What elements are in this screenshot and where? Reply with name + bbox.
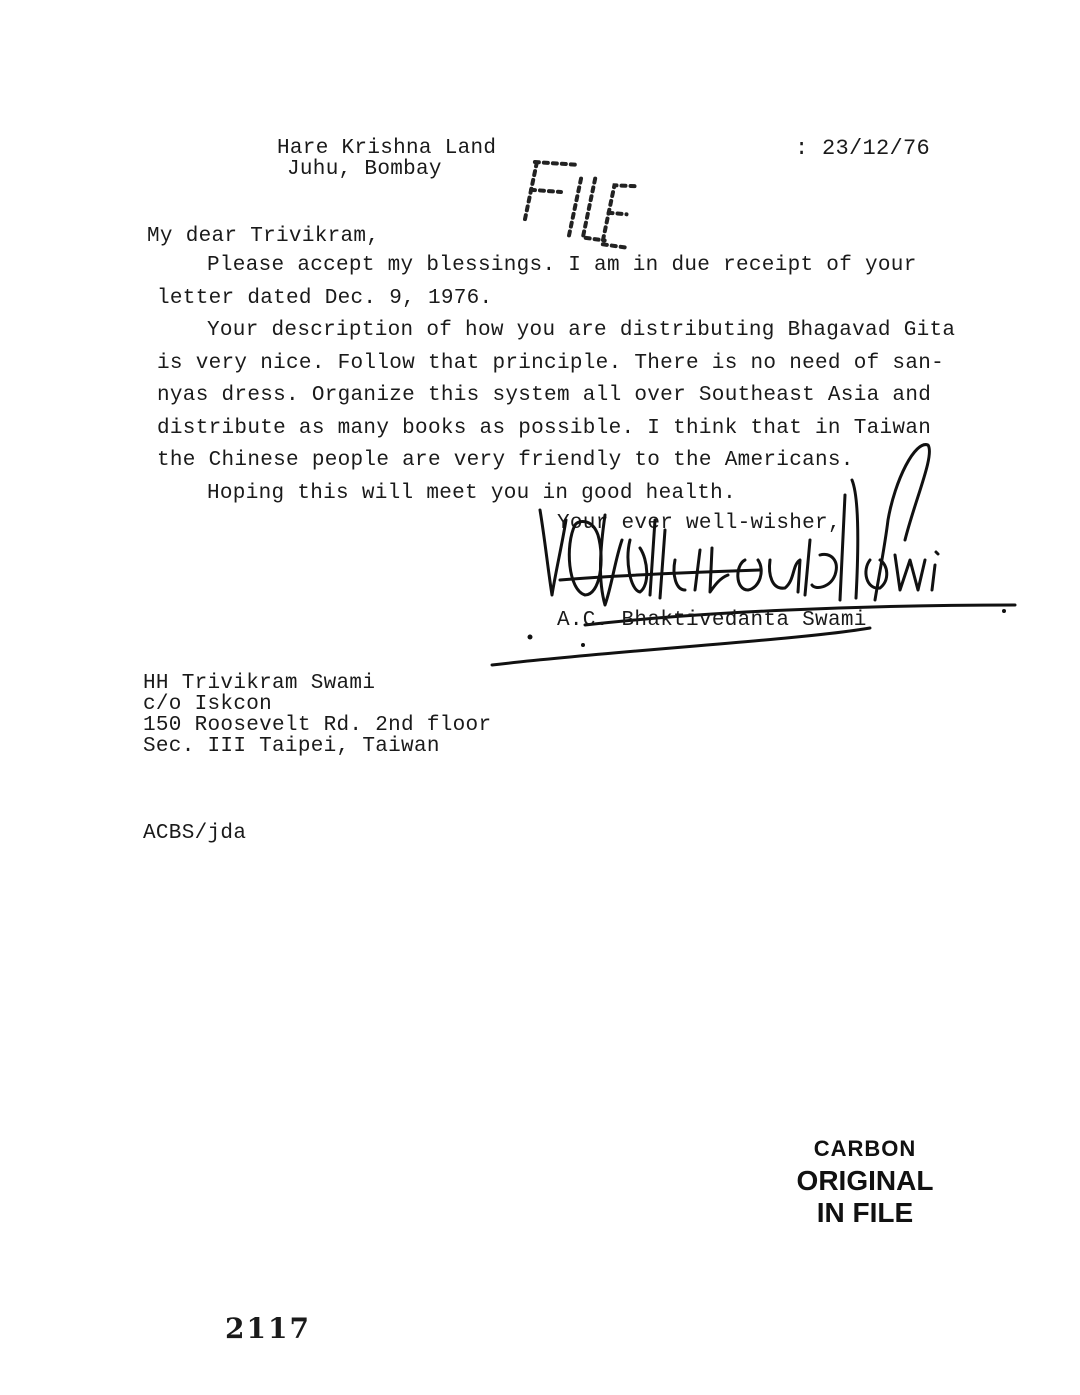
- salutation: My dear Trivikram,: [147, 225, 380, 248]
- closing: Your ever well-wisher,: [557, 512, 841, 535]
- body-line: Your description of how you are distributing Bhagavad Gita: [207, 319, 956, 342]
- body-line: Please accept my blessings. I am in due receipt of your: [207, 254, 917, 277]
- body-line: nyas dress. Organize this system all over Southeast Asia and: [157, 384, 932, 407]
- carbon-stamp-line: IN FILE: [816, 1197, 914, 1228]
- recipient-address-line: HH Trivikram Swami: [143, 672, 376, 695]
- recipient-address: [143, 673, 491, 757]
- body-line: is very nice. Follow that principle. There is no need of san-: [157, 351, 945, 375]
- sender-address-line: Juhu, Bombay: [287, 158, 442, 181]
- letter-date: : 23/12/76: [795, 136, 931, 161]
- carbon-stamp: [790, 1133, 940, 1229]
- carbon-stamp-line: ORIGINAL: [796, 1165, 934, 1196]
- body-line: distribute as many books as possible. I think that in Taiwan: [157, 416, 932, 440]
- body-line: letter dated Dec. 9, 1976.: [157, 286, 493, 310]
- recipient-address-line: c/o Iskcon: [143, 693, 273, 716]
- signatory: A.C. Bhaktivedanta Swami: [557, 609, 867, 632]
- recipient-address-line: Sec. III Taipei, Taiwan: [143, 735, 440, 758]
- recipient-address-line: 150 Roosevelt Rd. 2nd floor: [143, 714, 492, 737]
- sender-address-line: Hare Krishna Land: [277, 137, 497, 160]
- carbon-stamp-line: CARBON: [813, 1136, 917, 1161]
- file-number: 2117: [225, 1312, 311, 1345]
- reference-initials: ACBS/jda: [143, 822, 247, 845]
- body-line: the Chinese people are very friendly to the Americans.: [157, 449, 854, 472]
- body-line: Hoping this will meet you in good health.: [207, 481, 736, 505]
